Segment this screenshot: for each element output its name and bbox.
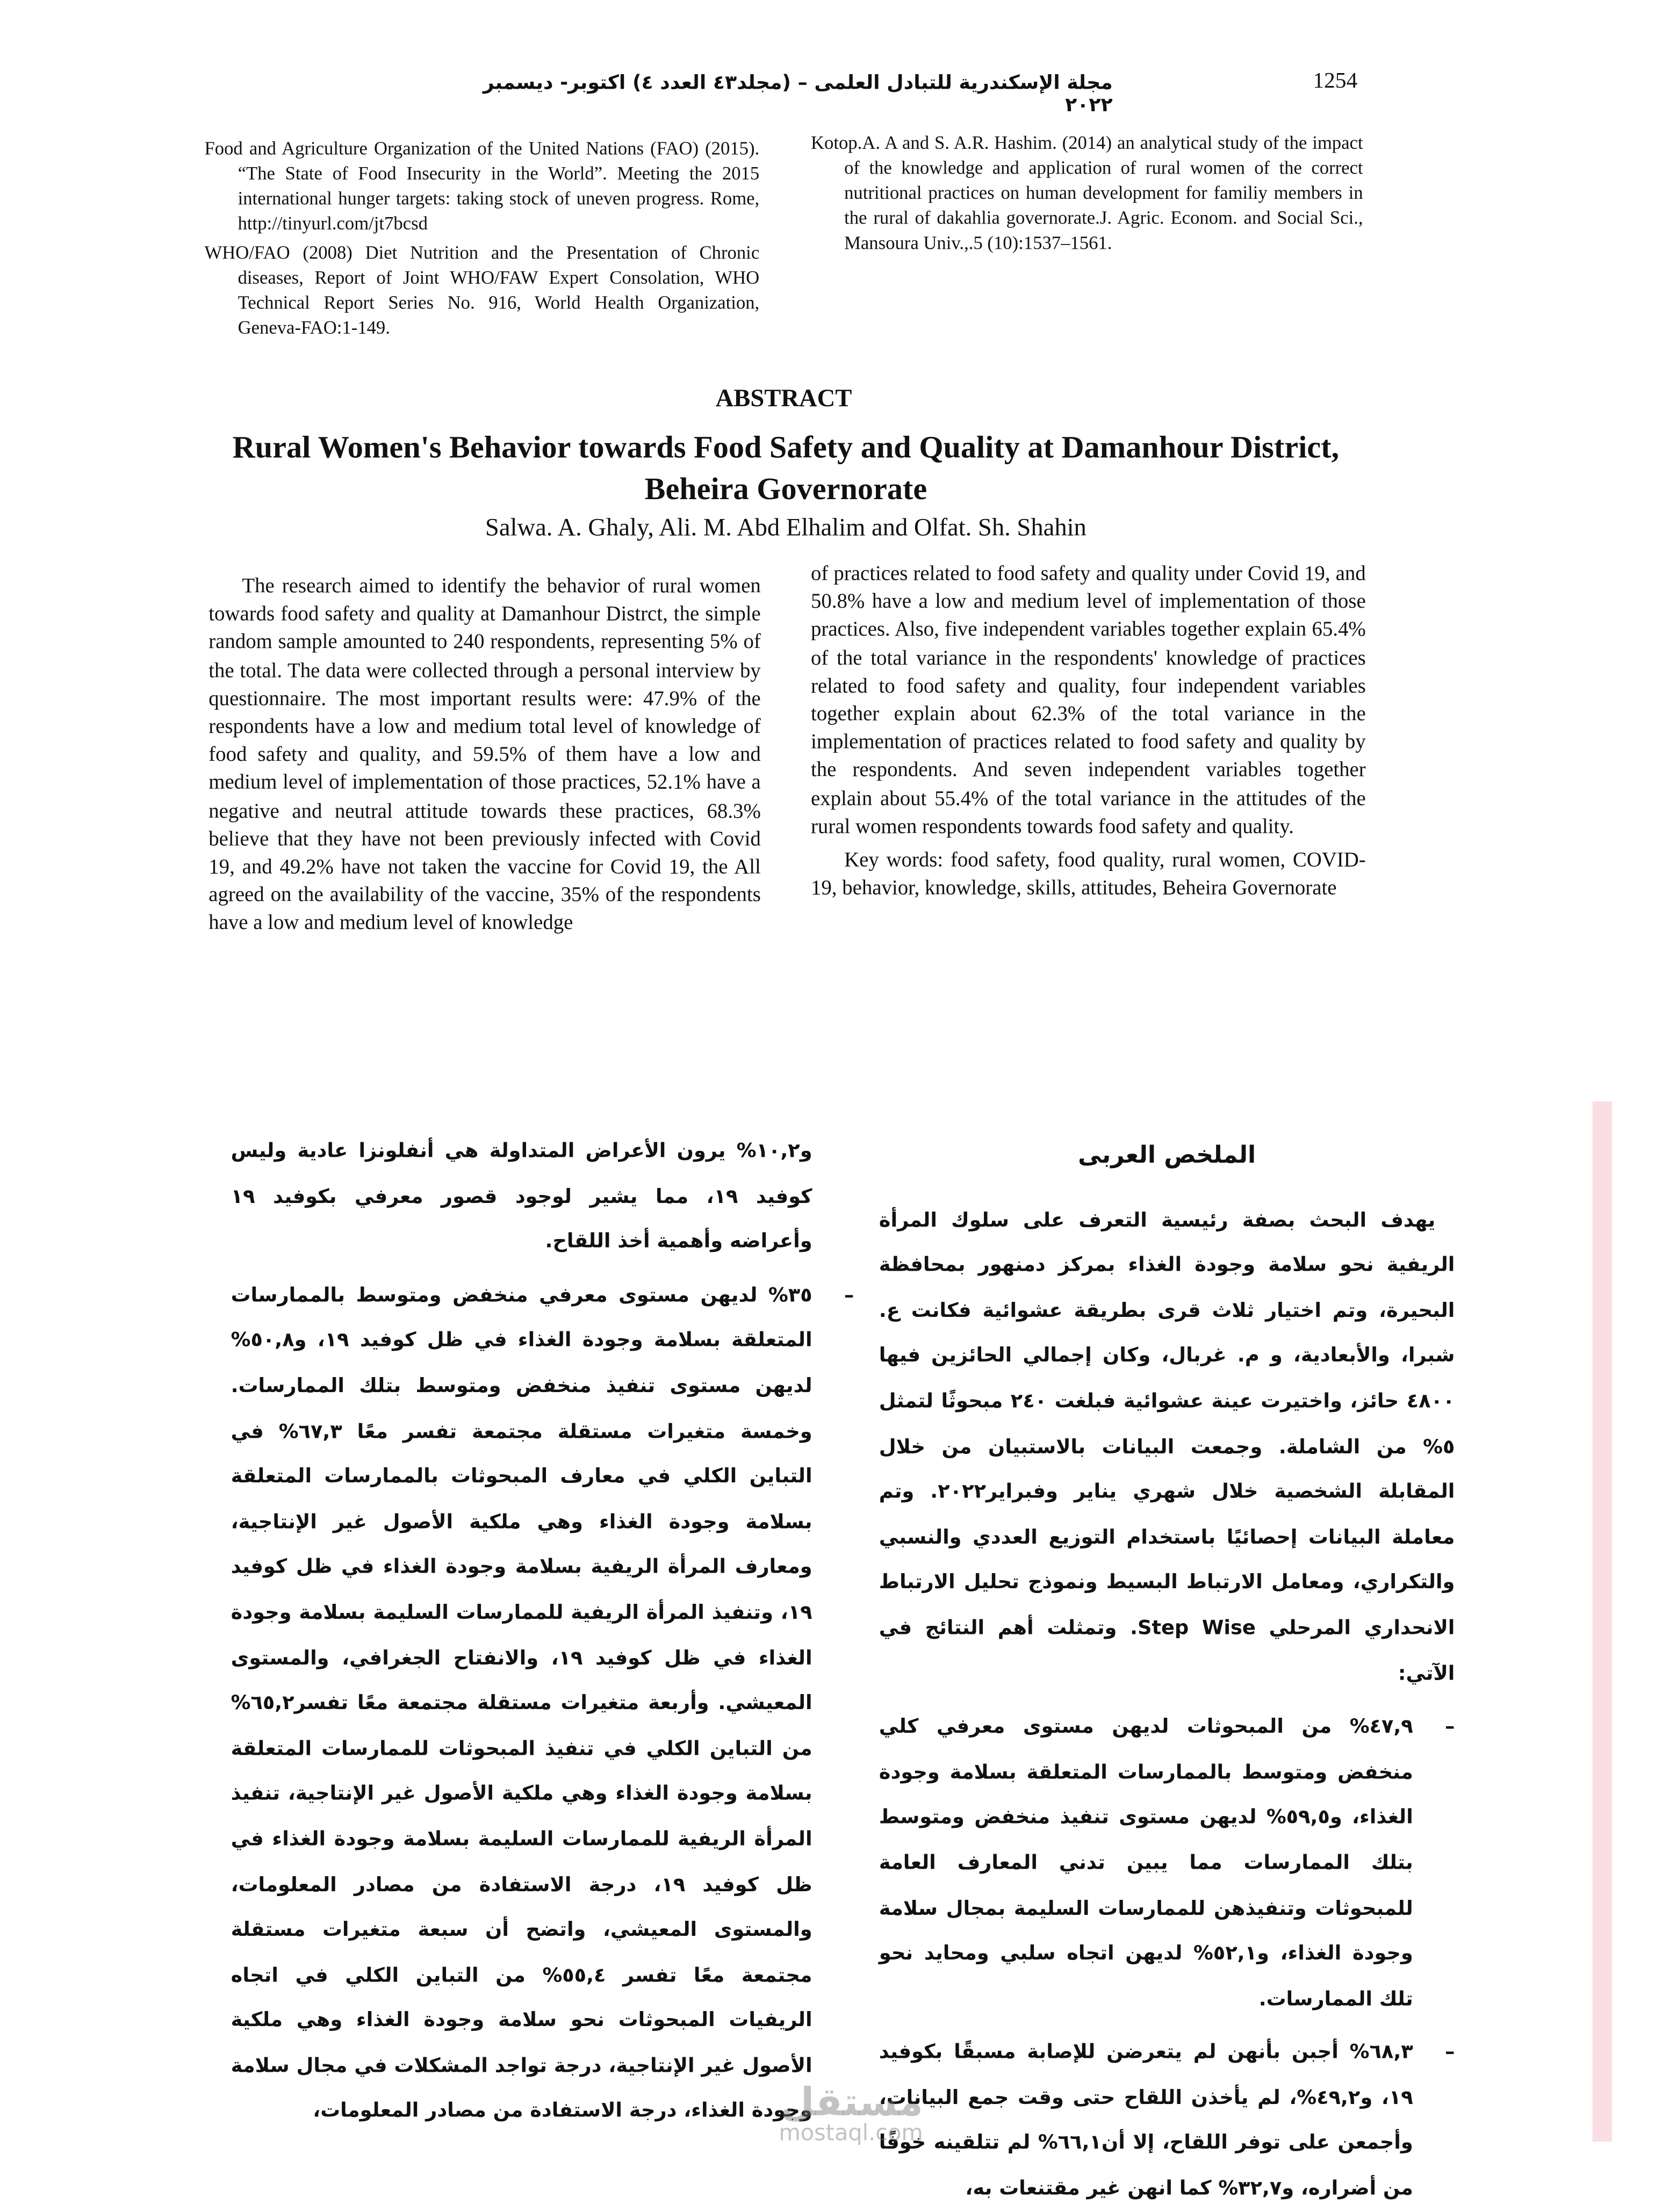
watermark-url: mostaql.com	[779, 2119, 923, 2146]
result-bullet	[879, 2031, 1455, 2212]
bullet-dash: –	[1445, 2042, 1455, 2064]
abstract-left-column: The research aimed to identify the behavior of rural women towards food safety and quality at Damanhour Distrct, the simple random sample amounted to 240 respondents, representing 5% of the total. The data were collected through a personal interview by questionnaire. The most important results were: 47.9% of the respondents have a low and medium total level of knowledge of food safety and quality, and 59.5% of them have a low and medium level of implementation of those practices, 52.1% have a negative and neutral attitude towards these practices, 68.3% believe that they have not been previously infected with Covid 19, and 49.2% have not taken the vaccine for Covid 19, the All agreed on the availability of the vaccine, 35% of the respondents have a low and medium level of knowledge	[208, 575, 761, 935]
bullet-dash: –	[844, 1285, 854, 1307]
bullet-dash: –	[1445, 1716, 1455, 1739]
result-bullet	[231, 1273, 854, 2135]
journal-header: مجلة الإسكندرية للتبادل العلمى – (مجلد٤٣ العدد ٤) اكتوبر- ديسمبر ٢٠٢٢	[483, 72, 1113, 117]
watermark-logo: مستقل	[780, 2079, 923, 2125]
result-bullet	[879, 1705, 1455, 2023]
reference: Kotop.A. A and S. A.R. Hashim. (2014) an analytical study of the impact of the knowledge and application of rural women of the correct nutritional practices on human development for familiy members in the rural of dakahlia governorate.J. Agric. Econom. and Social Sci., Mansoura Univ.,.5 (10):1537–1561.	[810, 132, 1363, 254]
abstract-heading: ABSTRACT	[715, 384, 852, 412]
watermark	[779, 2079, 923, 2146]
keywords: Key words: food safety, food quality, rural women, COVID-19, behavior, knowledge, skills, attitudes, Beheira Governorate	[810, 849, 1366, 900]
bullet-text: ٦٨,٣% أجبن بأنهن لم يتعرضن للإصابة مسبقًا بكوفيد ١٩، و٤٩,٢%، لم يأخذن اللقاح حتى وقت جمع البيانات، وأجمعن على توفر اللقاح، إلا أن٦٦,١% لم تتلقينه خوفًا من أضراره، و٣٢,٧% كما انهن غير مقتنعات به،	[879, 2042, 1413, 2200]
arabic-continuation: و١٠,٢% يرون الأعراض المتداولة هي أنفلونزا عادية وليس كوفيد ١٩، مما يشير لوجود قصور معرفي بكوفيد ١٩ وأعراضه وأهمية أخذ اللقاح.	[231, 1140, 812, 1253]
abstract-text: of practices related to food safety and quality under Covid 19, and 50.8% have a low and medium level of implementation of those practices. Also, five independent variables together explain 65.4% of the total variance in the respondents' knowledge of practices related to food safety and quality, four independent variables together explain about 62.3% of the total variance in the implementation of practices related to food safety and quality by the respondents. And seven independent variables together explain about 55.4% of the total variance in the attitudes of the rural women respondents towards food safety and quality.	[810, 563, 1366, 839]
authors: Salwa. A. Ghaly, Ali. M. Abd Elhalim and Olfat. Sh. Shahin	[485, 513, 1087, 541]
page-number: 1254	[1313, 69, 1358, 93]
abstract-right-column	[811, 560, 1366, 903]
arabic-summary-right-column	[879, 1133, 1455, 2212]
references-left	[204, 136, 759, 345]
bullet-text: ٣٥% لديهن مستوى معرفي منخفض ومتوسط بالممارسات المتعلقة بسلامة وجودة الغذاء في ظل كوفيد ١٩، و٥٠,٨% لديهن مستوى تنفيذ منخفض ومتوسط بتلك الممارسات. وخمسة متغيرات مستقلة مجتمعة تفسر معًا ٦٧,٣% في التباين الكلي في معارف المبحوثات بالممارسات المتعلقة بسلامة وجودة الغذاء وهي ملكية الأصول غير الإنتاجية، ومعارف المرأة الريفية بسلامة وجودة الغذاء في ظل كوفيد ١٩، وتنفيذ المرأة الريفية للممارسات السليمة بسلامة وجودة الغذاء في ظل كوفيد ١٩، والانفتاح الجغرافي، والمستوى المعيشي. وأربعة متغيرات مستقلة مجتمعة معًا تفسر٦٥,٢% من التباين الكلي في تنفيذ المبحوثات للممارسات المتعلقة بسلامة وجودة الغذاء وهي ملكية الأصول غير الإنتاجية، تنفيذ المرأة الريفية للممارسات السليمة بسلامة وجودة الغذاء في ظل كوفيد ١٩، درجة الاستفادة من مصادر المعلومات، والمستوى المعيشي، واتضح أن سبعة متغيرات مستقلة مجتمعة معًا تفسر ٥٥,٤% من التباين الكلي في اتجاه الريفيات المبحوثات نحو سلامة وجودة الغذاء وهي ملكية الأصول غير الإنتاجية، درجة تواجد المشكلات في مجال سلامة وجودة الغذاء، درجة الاستفادة من مصادر المعلومات،	[231, 1285, 812, 2123]
arabic-summary-left-column	[231, 1129, 854, 2135]
arabic-intro: يهدف البحث بصفة رئيسية التعرف على سلوك المرأة الريفية نحو سلامة وجودة الغذاء بمركز دمنهور بمحافظة البحيرة، وتم اختيار ثلاث قرى بطريقة عشوائية فكانت ع. شبرا، والأبعادية، و م. غربال، وكان إجمالي الحائزين فيها ٤٨٠٠ حائز، واختيرت عينة عشوائية فبلغت ٢٤٠ مبحوثًا لتمثل ٥% من الشاملة. وجمعت البيانات بالاستبيان من خلال المقابلة الشخصية خلال شهري يناير وفبراير٢٠٢٢. وتم معاملة البيانات إحصائيًا باستخدام التوزيع العددي والنسبي والتكراري، ومعامل الارتباط البسيط ونموذج تحليل الارتباط الانحداري المرحلي Step Wise. وتمثلت أهم النتائج في الآتي:	[879, 1209, 1455, 1685]
paper-title: Rural Women's Behavior towards Food Safety and Quality at Damanhour District, Beheira Governorate	[232, 429, 1340, 507]
reference: WHO/FAO (2008) Diet Nutrition and the Presentation of Chronic diseases, Report of Joint WHO/FAW Expert Consolation, WHO Technical Report Series No. 916, World Health Organization, Geneva-FAO:1-149.	[204, 242, 760, 338]
bullet-text: ٤٧,٩% من المبحوثات لديهن مستوى معرفي كلي منخفض ومتوسط بالممارسات المتعلقة بسلامة وجودة الغذاء، و٥٩,٥% لديهن مستوى تنفيذ منخفض ومتوسط بتلك الممارسات مما يبين تدني المعارف العامة للمبحوثات وتنفيذهن للممارسات السليمة بمجال سلامة وجودة الغذاء، و٥٢,١% لديهن اتجاه سلبي ومحايد نحو تلك الممارسات.	[879, 1716, 1413, 2011]
reference: Food and Agriculture Organization of the United Nations (FAO) (2015). “The State of Food Insecurity in the World”. Meeting the 2015 international hunger targets: taking stock of uneven progress. Rome, http://tinyurl.com/jt7bcsd	[204, 138, 760, 234]
margin-highlight-bar	[1593, 1101, 1612, 2142]
references-right	[811, 131, 1363, 260]
arabic-summary-heading: الملخص العربى	[1078, 1141, 1256, 1170]
